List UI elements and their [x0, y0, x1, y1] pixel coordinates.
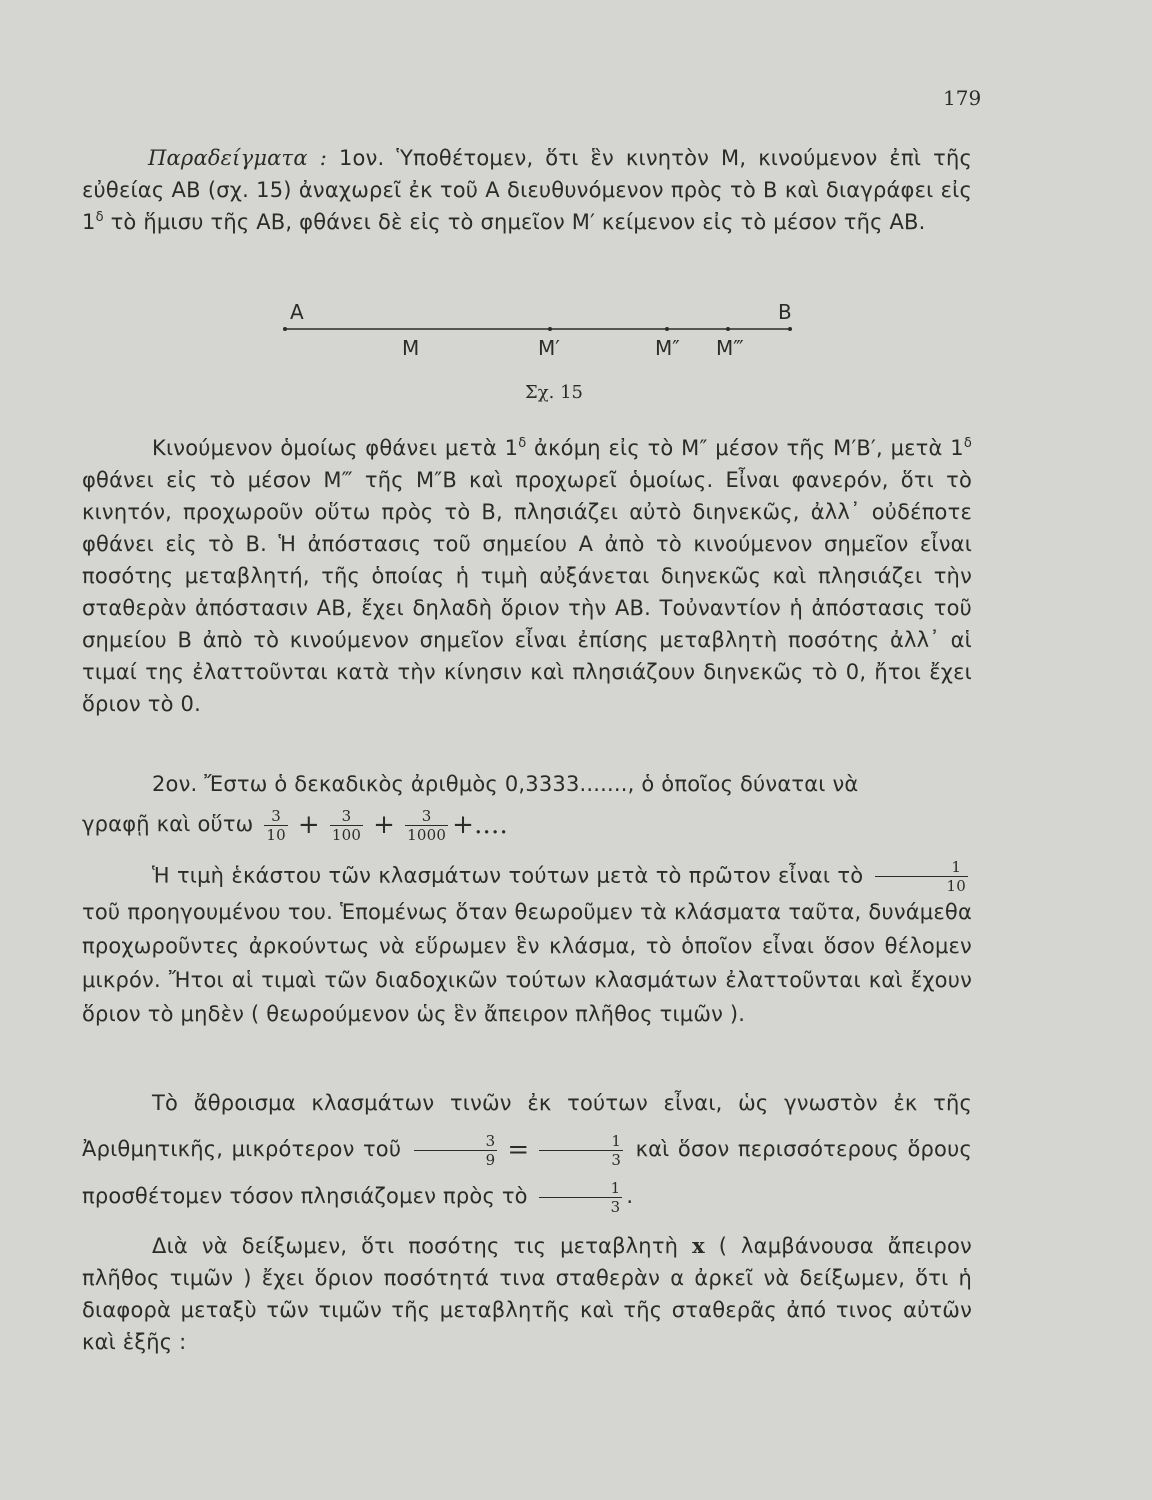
- fraction-1-3: $\frac{1}{3}$: [539, 1132, 623, 1169]
- paragraph-examples-intro: Παραδείγματα : 1ον. Ὑποθέτομεν, ὅτι ἓν κινητὸν Μ, κινούμενον ἐπὶ τῆς εὐθείας ΑΒ (σχ. 15) ἀναχωρεῖ ἐκ τοῦ Α διευθυνόμενον πρὸς τὸ Β καὶ διαγράφει εἰς $1^\delta$ τὸ ἥμισυ τῆς ΑΒ, φθάνει δὲ εἰς τὸ σημεῖον Μ′ κείμενον εἰς τὸ μέσον τῆς ΑΒ.: [82, 146, 972, 234]
- label-b: B: [778, 300, 792, 324]
- paragraph-decimal: [82, 768, 972, 855]
- figure-caption: Σχ. 15: [525, 382, 583, 403]
- fraction-3-9: $\frac{3}{9}$: [414, 1132, 498, 1169]
- decimal-series: γραφῇ καὶ οὕτω $\frac{3}{10}$ + $\frac{3}{100}$ + $\frac{3}{1000}$ +....: [82, 806, 508, 844]
- label-m-double-prime: M″: [655, 336, 680, 360]
- fraction-3-100: $\frac{3}{100}$: [331, 806, 362, 844]
- fraction-1-3-limit: $\frac{1}{3}$: [539, 1179, 623, 1216]
- figure-15: [0, 296, 1152, 416]
- point-b-dot: [788, 327, 792, 331]
- paragraph-sum: Τὸ ἄθροισμα κλασμάτων τινῶν ἐκ τούτων εἶναι, ὡς γνωστὸν ἐκ τῆς Ἀριθμητικῆς, μικρότερον τοῦ $\frac{3}{9}$ = $\frac{1}{3}$ καὶ ὅσον περισσότερους ὅρους προσθέτομεν τόσον πλησιάζομεν πρὸς τὸ $\frac{1}{3}$ .: [82, 1091, 972, 1216]
- paragraph-fractions: Ἡ τιμὴ ἑκάστου τῶν κλασμάτων τούτων μετὰ τὸ πρῶτον εἶναι τὸ $\frac{1}{10}$ τοῦ προηγουμένου του. Ἑπομένως ὅταν θεωροῦμεν τὰ κλάσματα ταῦτα, δυνάμεθα προχωροῦντες ἀρκούντως νὰ εὕρωμεν ἓν κλάσμα, τὸ ὁποῖον εἶναι ὅσον θέλομεν μικρόν. Ἤτοι αἱ τιμαὶ τῶν διαδοχικῶν τούτων κλασμάτων ἐλαττοῦνται καὶ ἔχουν ὅριον τὸ μηδὲν ( θεωρούμενον ὡς ἓν ἄπειρον πλῆθος τιμῶν ).: [82, 858, 972, 1026]
- point-m3-dot: [726, 327, 730, 331]
- label-m-prime: M′: [538, 336, 560, 360]
- fraction-1-10: $\frac{1}{10}$: [875, 858, 969, 895]
- fraction-3-1000: $\frac{3}{1000}$: [407, 806, 447, 844]
- label-a: A: [290, 300, 304, 324]
- point-m1-dot: [548, 327, 552, 331]
- examples-heading: Παραδείγματα :: [148, 146, 327, 170]
- page-number: 179: [943, 86, 982, 110]
- paragraph-motion: Κινούμενον ὁμοίως φθάνει μετὰ $1^\delta$ ἀκόμη εἰς τὸ Μ″ μέσον τῆς Μ′Β′, μετὰ $1^\delta$ φθάνει εἰς τὸ μέσον Μ‴ τῆς Μ″Β καὶ προχωρεῖ ὁμοίως. Εἶναι φανερόν, ὅτι τὸ κινητόν, προχωροῦν οὕτω πρὸς τὸ Β, πλησιάζει αὐτὸ διηνεκῶς, ἀλλ᾽ οὐδέποτε φθάνει εἰς τὸ Β. Ἡ ἀπόστασις τοῦ σημείου Α ἀπὸ τὸ κινούμενον σημεῖον εἶναι ποσότης μεταβλητή, τῆς ὁποίας ἡ τιμὴ αὐξάνεται διηνεκῶς καὶ πλησιάζει τὴν σταθερὰν ἀπόστασιν ΑΒ, ἔχει δηλαδὴ ὅριον τὴν ΑΒ. Τοὐναντίον ἡ ἀπόστασις τοῦ σημείου Β ἀπὸ τὸ κινούμενον σημεῖον εἶναι ἐπίσης μεταβλητὴ ποσότης ἀλλ᾽ αἱ τιμαί της ἐλαττοῦνται κατὰ τὴν κίνησιν καὶ πλησιάζουν διηνεκῶς τὸ 0, ἤτοι ἔχει ὅριον τὸ 0.: [82, 436, 972, 716]
- fraction-3-10: $\frac{3}{10}$: [266, 806, 286, 844]
- point-a-dot: [283, 327, 287, 331]
- point-m2-dot: [665, 327, 669, 331]
- label-m: M: [402, 336, 420, 360]
- decimal-text: 2ον. Ἔστω ὁ δεκαδικὸς ἀριθμὸς 0,3333......., ὁ ὁποῖος δύναται νὰ: [152, 772, 859, 796]
- variable-x: x: [692, 1233, 705, 1258]
- paragraph-definition: Διὰ νὰ δείξωμεν, ὅτι ποσότης τις μεταβλητὴ x ( λαμβάνουσα ἄπειρον πλῆθος τιμῶν ) ἔχει ὅριον ποσότητά τινα σταθερὰν α ἀρκεῖ νὰ δείξωμεν, ὅτι ἡ διαφορὰ μεταξὺ τῶν τιμῶν τῆς μεταβλητῆς καὶ τῆς σταθερᾶς ἀπό τινος αὐτῶν καὶ ἑξῆς :: [82, 1233, 972, 1354]
- label-m-triple-prime: M‴: [716, 336, 744, 360]
